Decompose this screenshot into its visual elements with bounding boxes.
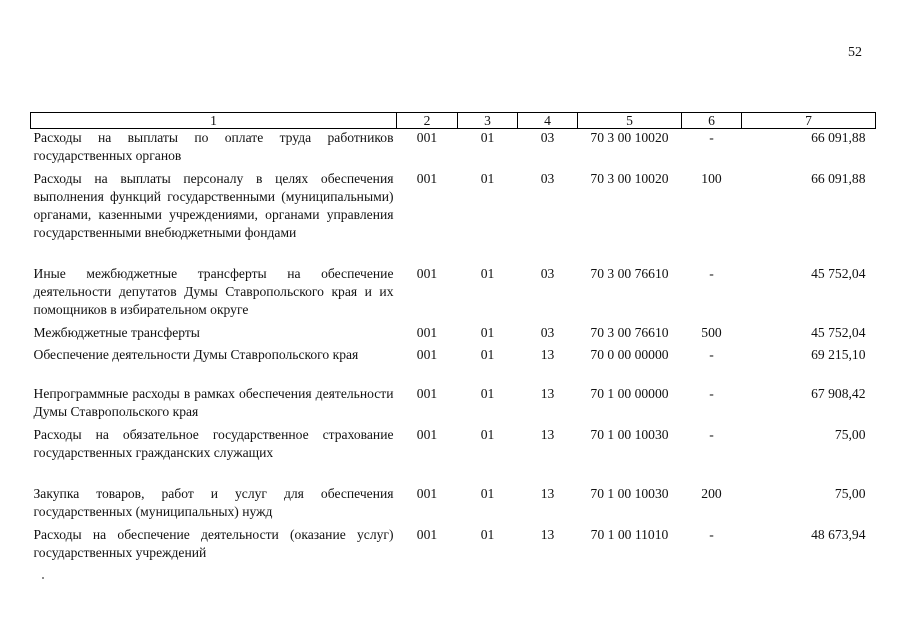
row-col-3: 01 <box>480 426 495 442</box>
header-col-4: 4 <box>518 113 578 129</box>
row-name: Непрограммные расходы в рамках обеспечения деятельности Думы Ставропольского края <box>33 385 394 419</box>
row-col-5: 70 1 00 10030 <box>590 485 669 501</box>
row-amount: 67 908,42 <box>811 385 866 401</box>
table-row <box>31 346 876 385</box>
row-col-5: 70 3 00 10020 <box>590 130 669 145</box>
row-col-6: - <box>709 130 714 145</box>
row-col-6: 100 <box>701 170 722 186</box>
header-col-3: 3 <box>458 113 518 129</box>
row-col-3: 01 <box>480 385 495 401</box>
table-row <box>31 324 876 346</box>
row-col-4: 03 <box>540 170 555 186</box>
row-col-5: 70 3 00 76610 <box>590 324 669 340</box>
header-col-2: 2 <box>397 113 458 129</box>
header-col-1: 1 <box>31 113 397 129</box>
row-name: Расходы на обязательное государственное страхование государственных гражданских служащих <box>33 426 394 460</box>
row-col-6: 500 <box>701 324 722 340</box>
table-row <box>31 265 876 324</box>
row-name: Расходы на выплаты по оплате труда работников государственных органов <box>33 130 394 163</box>
header-col-6: 6 <box>682 113 742 129</box>
row-col-3: 01 <box>480 130 495 145</box>
row-col-6: - <box>709 265 714 281</box>
row-col-5: 70 0 00 00000 <box>590 346 669 362</box>
table-body <box>31 129 876 566</box>
row-col-2: 001 <box>416 324 438 340</box>
table-row <box>31 485 876 526</box>
row-amount: 66 091,88 <box>811 130 866 145</box>
row-name: Расходы на обеспечение деятельности (оказание услуг) государственных учреждений <box>33 526 394 560</box>
row-col-3: 01 <box>480 265 495 281</box>
table-row <box>31 426 876 485</box>
table-row <box>31 129 876 170</box>
row-amount: 45 752,04 <box>811 265 866 281</box>
row-amount: 75,00 <box>834 426 866 442</box>
header-col-7: 7 <box>742 113 876 129</box>
row-col-2: 001 <box>416 485 438 501</box>
header-row <box>31 113 876 129</box>
row-col-4: 03 <box>540 130 555 145</box>
row-col-4: 03 <box>540 265 555 281</box>
row-col-5: 70 1 00 11010 <box>590 526 669 542</box>
row-col-2: 001 <box>416 130 438 145</box>
row-col-4: 13 <box>540 385 555 401</box>
row-col-4: 13 <box>540 526 555 542</box>
budget-table <box>30 112 876 566</box>
row-col-6: - <box>709 426 714 442</box>
row-col-2: 001 <box>416 526 438 542</box>
table-header <box>31 113 876 129</box>
row-col-2: 001 <box>416 170 438 186</box>
row-amount: 45 752,04 <box>811 324 866 340</box>
row-name: Иные межбюджетные трансферты на обеспечение деятельности депутатов Думы Ставропольского края и их помощников в избирательном округе <box>33 265 394 317</box>
row-col-2: 001 <box>416 426 438 442</box>
row-col-5: 70 3 00 10020 <box>590 170 669 186</box>
row-col-4: 13 <box>540 426 555 442</box>
header-col-5: 5 <box>578 113 682 129</box>
row-col-2: 001 <box>416 385 438 401</box>
table-row <box>31 526 876 566</box>
row-name: Обеспечение деятельности Думы Ставропольского края <box>33 346 359 362</box>
row-col-6: 200 <box>701 485 722 501</box>
row-col-5: 70 1 00 00000 <box>590 385 669 401</box>
row-amount: 75,00 <box>834 485 866 501</box>
row-col-3: 01 <box>480 170 495 186</box>
row-col-3: 01 <box>480 324 495 340</box>
row-col-6: - <box>709 385 714 401</box>
row-name: Закупка товаров, работ и услуг для обеспечения государственных (муниципальных) нужд <box>33 485 394 519</box>
row-col-5: 70 1 00 10030 <box>590 426 669 442</box>
scan-speck <box>42 577 44 579</box>
row-name: Расходы на выплаты персоналу в целях обеспечения выполнения функций государственными (муниципальными) органами, казенными учреждениями, органами управления государственными внебюджетными фондами <box>33 170 394 240</box>
row-col-6: - <box>709 526 714 542</box>
row-col-3: 01 <box>480 346 495 362</box>
row-col-3: 01 <box>480 526 495 542</box>
page-number: 52 <box>848 45 862 60</box>
row-name: Межбюджетные трансферты <box>33 324 200 340</box>
row-col-4: 13 <box>540 485 555 501</box>
row-amount: 69 215,10 <box>811 346 866 362</box>
row-col-3: 01 <box>480 485 495 501</box>
row-amount: 48 673,94 <box>811 526 866 542</box>
row-amount: 66 091,88 <box>811 170 866 186</box>
row-col-2: 001 <box>416 346 438 362</box>
table-row <box>31 170 876 265</box>
row-col-4: 13 <box>540 346 555 362</box>
row-col-5: 70 3 00 76610 <box>590 265 669 281</box>
row-col-6: - <box>709 346 714 362</box>
table-row <box>31 385 876 426</box>
row-col-4: 03 <box>540 324 555 340</box>
row-col-2: 001 <box>416 265 438 281</box>
